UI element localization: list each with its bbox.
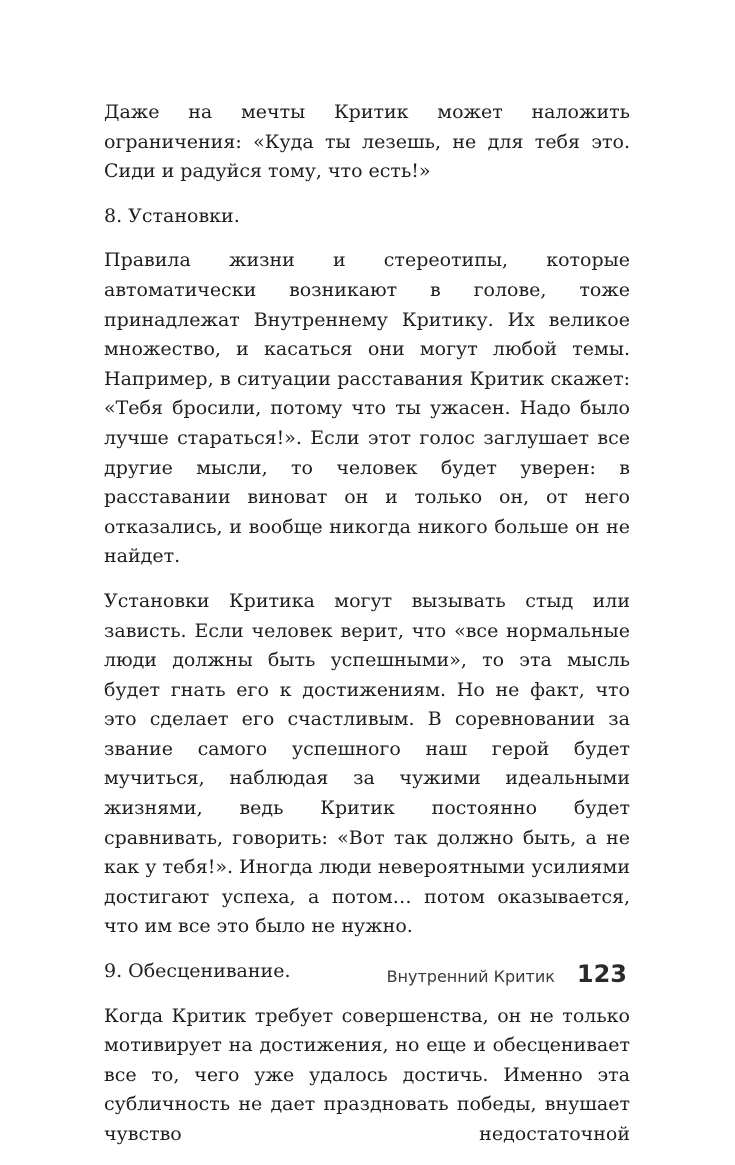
page-footer [387,960,627,988]
body-text [104,98,630,1165]
heading-obescenivanie: 9. Обесценивание. [104,960,291,983]
paragraph-dreams: Даже на мечты Критик может наложить ограничения: «Куда ты лезешь, не для тебя это. Сиди и радуйся тому, что есть!» [104,101,630,183]
running-title: Внутренний Критик [386,967,555,986]
page-number: 123 [576,960,627,988]
heading-ustanovki: 8. Установки. [104,204,240,227]
paragraph-shame-envy: Установки Критика могут вызывать стыд или зависть. Если человек верит, что «все нормальные люди должны быть успешными», то эта мысль будет гнать его к достижениям. Но не факт, что это сделает его счастливым. В соревновании за звание самого успешного наш герой будет мучиться, наблюдая за чужими идеальными жизнями, ведь Критик постоянно будет сравнивать, говорить: «Вот так должно быть, а не как у тебя!». Иногда люди невероятными усилиями достигают успеха, а потом… потом оказывается, что им все это было не нужно. [104,589,630,938]
paragraph-perfection: Когда Критик требует совершенства, он не только мотивирует на достижения, но еще и обесценивает все то, чего уже удалось достичь. Именно эта субличность не дает праздновать победы, внушает чувство недостаточной [104,1004,630,1145]
paragraph-life-rules: Правила жизни и стереотипы, которые автоматически возникают в голове, тоже принадлежат Внутреннему Критику. Их великое множество, и касаться они могут любой темы. Например, в ситуации расставания Критик скажет: «Тебя бросили, потому что ты ужасен. Надо было лучше стараться!». Если этот голос заглушает все другие мысли, то человек будет уверен: в расставании виноват он и только он, от него отказались, и вообще никогда никого больше он не найдет. [104,249,630,568]
